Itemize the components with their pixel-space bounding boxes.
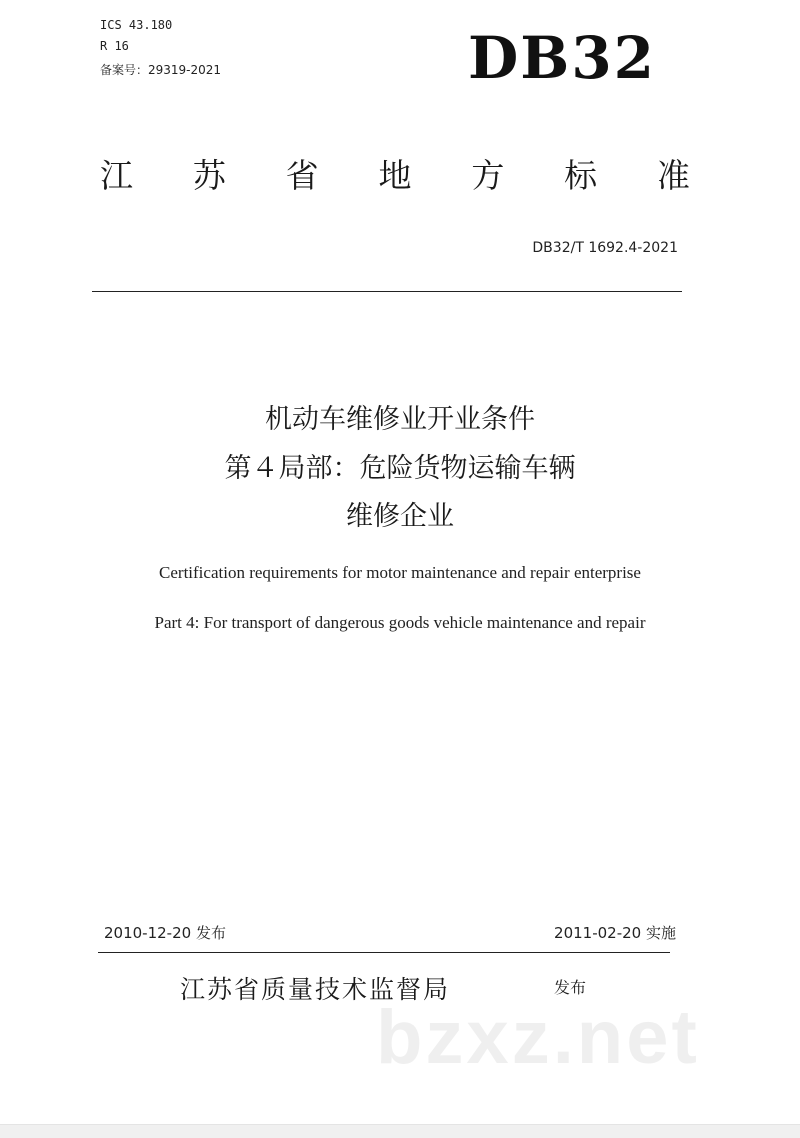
page-bottom-band: [0, 1124, 800, 1138]
ics-code: ICS 43.180: [100, 18, 173, 32]
standard-type-char: 标: [564, 156, 598, 195]
effective-date: 2011-02-20 实施: [554, 924, 676, 942]
top-divider: [92, 291, 682, 292]
standard-brand: DB32: [468, 24, 657, 92]
title-cn-line-3: 维修企业: [346, 501, 454, 532]
standard-type-heading: [100, 150, 690, 197]
site-watermark: bzxz.net: [376, 995, 700, 1080]
title-cn-line-2: 第４局部：危险货物运输车辆: [224, 453, 576, 484]
bottom-divider: [98, 952, 670, 953]
standard-type-char: 省: [285, 156, 319, 195]
standard-type-char: 准: [656, 156, 690, 195]
standard-type-char: 地: [378, 156, 412, 195]
issue-date: 2010-12-20 发布: [104, 924, 226, 942]
standard-number: DB32/T 1692.4-2021: [532, 240, 678, 256]
publisher-tag: 发布: [554, 978, 587, 997]
title-en-line-1: Certification requirements for motor maintenance and repair enterprise: [159, 563, 641, 582]
standard-type-char: 苏: [192, 156, 226, 195]
publisher-name: 江苏省质量技术监督局: [180, 975, 451, 1004]
record-number: 备案号：29319-2021: [100, 63, 222, 77]
standard-type-char: 江: [100, 156, 133, 195]
title-cn-line-1: 机动车维修业开业条件: [265, 404, 535, 435]
standard-type-char: 方: [471, 156, 505, 195]
classification-code: R 16: [100, 39, 129, 53]
title-en-line-2: Part 4: For transport of dangerous goods vehicle maintenance and repair: [154, 613, 646, 632]
